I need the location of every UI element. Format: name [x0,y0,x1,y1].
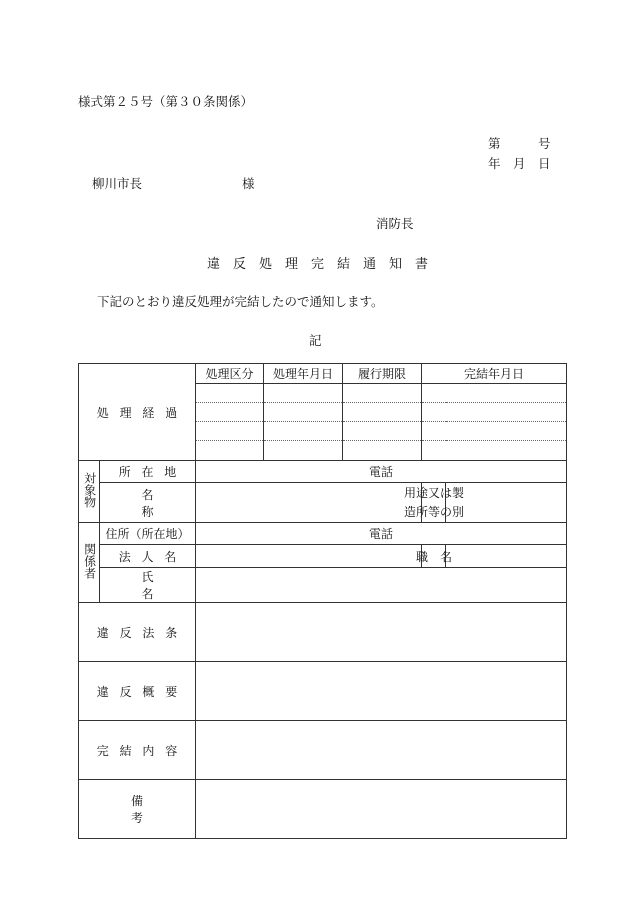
progress-cell[interactable] [422,441,567,461]
corp-name-label: 法人名 [118,549,188,564]
summary-label-cell [79,662,196,721]
progress-cell[interactable] [343,441,422,461]
address-label: 住所（所在地） [105,527,190,541]
date-label: 年 月 日 [488,156,551,171]
corp-name-value[interactable] [196,545,422,568]
progress-cell[interactable] [196,441,264,461]
result-label-cell [79,721,196,780]
person-name-label-cell [100,568,196,603]
form-number: 様式第２５号（第３０条関係） [78,94,254,109]
document-title: 違 反 処 理 完 結 通 知 書 [207,257,429,272]
address-label-cell [100,523,196,545]
usage-label-line2: 造所等の別 [403,504,464,519]
sender: 消防長 [376,216,414,231]
target-group-label: 対象物 [82,472,97,508]
progress-cell[interactable] [196,384,264,403]
progress-cell[interactable] [264,441,343,461]
law-label: 違反法条 [96,625,188,640]
law-value[interactable] [196,603,567,662]
summary-value[interactable] [196,662,567,721]
document-number-label: 第 号 [488,136,551,151]
progress-label-cell [79,364,196,461]
location-label-cell [100,461,196,483]
person-name-label: 氏名 [141,570,185,601]
progress-cell[interactable] [343,422,422,441]
location-label: 所在地 [118,465,188,479]
result-value[interactable] [196,721,567,780]
remarks-label: 備考 [130,794,175,825]
address-value[interactable] [196,523,567,545]
progress-cell[interactable] [196,403,264,422]
usage-label-line1: 用途又は製 [403,485,464,500]
target-group-cell [79,461,100,523]
related-group-cell [79,523,100,603]
corp-name-label-cell [100,545,196,568]
name-value[interactable] [196,483,422,523]
usage-label-cell [403,483,464,523]
intro-text: 下記のとおり違反処理が完結したので通知します。 [97,294,384,309]
progress-cell[interactable] [343,384,422,403]
progress-cell[interactable] [264,403,343,422]
position-value[interactable] [446,545,567,568]
progress-cell[interactable] [196,422,264,441]
col-deadline: 履行期限 [343,364,422,384]
addressee: 柳川市長 様 [92,176,255,191]
col-process-date: 処理年月日 [264,364,343,384]
position-label-cell [415,545,452,568]
progress-cell[interactable] [264,422,343,441]
col-completion-date: 完結年月日 [422,364,567,384]
related-group-label: 関係者 [82,543,97,579]
name-label-cell [100,483,196,523]
progress-cell[interactable] [422,384,567,403]
result-label: 完結内容 [96,743,188,758]
progress-cell[interactable] [343,403,422,422]
progress-cell[interactable] [422,403,567,422]
ki-label: 記 [309,333,322,348]
person-name-value[interactable] [196,568,567,603]
progress-cell[interactable] [264,384,343,403]
address-phone-label: 電話 [369,527,394,541]
location-value[interactable] [196,461,567,483]
position-label: 職 名 [415,549,452,564]
report-form-table [78,363,567,839]
remarks-value[interactable] [196,780,567,839]
summary-label: 違反概要 [96,684,188,699]
progress-cell[interactable] [422,422,567,441]
remarks-label-cell [79,780,196,839]
name-label: 名称 [141,487,185,519]
law-label-cell [79,603,196,662]
progress-label: 処理経過 [96,405,188,420]
location-phone-label: 電話 [369,465,394,479]
col-category: 処理区分 [196,364,264,384]
